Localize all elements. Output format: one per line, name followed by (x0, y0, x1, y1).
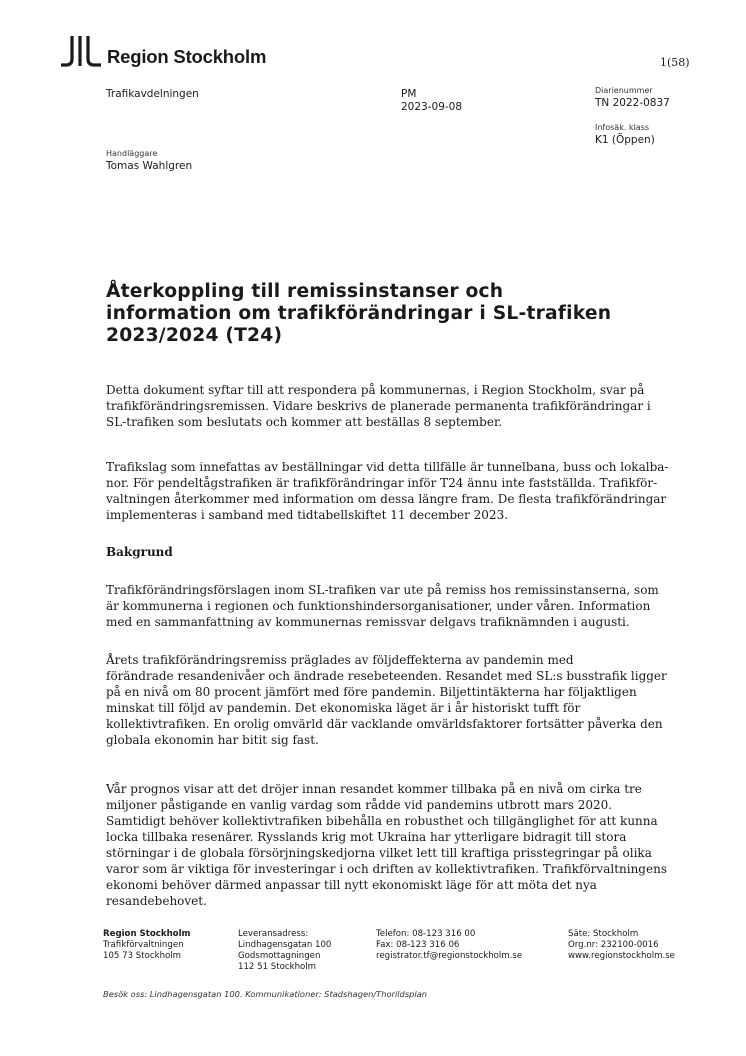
security-class: K1 (Öppen) (595, 134, 655, 146)
footer-delivery-label: Leveransadress: (238, 929, 309, 939)
brand-name: Region Stockholm (107, 46, 267, 67)
text-line: implementeras i samband med tidtabellskiftet 11 december 2023. (106, 508, 509, 522)
text-line: på en nivå om 80 procent jämfört med före pandemin. Biljettintäkterna har följaktligen (106, 685, 637, 699)
text-line: valtningen återkommer med information om dessa längre fram. De flesta trafikförändringar (106, 492, 667, 506)
paragraph-traffic-modes (106, 459, 669, 523)
diary-label: Diarienummer (595, 86, 653, 95)
section-heading-bakgrund: Bakgrund (106, 545, 173, 559)
footer-contact (376, 929, 522, 962)
footer-website-link[interactable]: www.regionstockholm.se (568, 951, 675, 961)
department: Trafikavdelningen (106, 88, 199, 100)
footer-email-link[interactable]: registrator.tf@regionstockholm.se (376, 951, 523, 961)
footer-delivery-postal: 112 51 Stockholm (238, 962, 317, 972)
paragraph-pandemic (106, 652, 667, 748)
text-line: Trafikslag som innefattas av beställningar vid detta tillfälle är tunnelbana, buss och lokalba- (106, 460, 669, 474)
footer-seat: Säte: Stockholm (568, 929, 639, 939)
region-stockholm-logo-icon (60, 35, 102, 69)
text-line: ekonomi behöver därmed anpassar till nytt ekonomiskt läge för att möta det nya (106, 878, 597, 892)
handler-name: Tomas Wahlgren (106, 160, 193, 172)
doc-date: 2023-09-08 (401, 101, 463, 113)
text-line: med en sammanfattning av kommunernas remissvar delgavs trafiknämnden i augusti. (106, 615, 630, 629)
footer-phone: Telefon: 08-123 316 00 (376, 929, 476, 939)
footer-delivery (238, 929, 331, 973)
text-line: resandebehovet. (106, 894, 207, 908)
text-line: Samtidigt behöver kollektivtrafiken bibehålla en robusthet och tillgänglighet för att kunna (106, 814, 658, 828)
text-line: förändrade resandenivåer och ändrade resebeteenden. Resandet med SL:s busstrafik ligger (106, 669, 667, 683)
footer-delivery-receiving: Godsmottagningen (238, 951, 321, 961)
handler-label: Handläggare (106, 149, 158, 158)
footer-org-nr: Org.nr: 232100-0016 (568, 940, 659, 950)
text-line: varor som är viktiga för investeringar i och driften av kollektivtrafiken. Trafikförvaltningens (106, 862, 667, 876)
footer-org (103, 929, 191, 962)
doc-type: PM (401, 88, 417, 100)
title-line: Återkoppling till remissinstanser och (106, 281, 504, 302)
text-line: globala ekonomin har bitit sig fast. (106, 733, 319, 747)
footer-org-postal: 105 73 Stockholm (103, 951, 182, 961)
security-label: Infosäk. klass (595, 123, 650, 132)
footer-legal (568, 929, 675, 962)
text-line: kollektivtrafiken. En orolig omvärld där vacklande omvärldsfaktorer fortsätter påverka den (106, 717, 663, 731)
document-title (106, 281, 626, 347)
footer-org-name: Region Stockholm (103, 929, 191, 939)
paragraph-intro (106, 382, 651, 430)
text-line: Detta dokument syftar till att respondera på kommunernas, i Region Stockholm, svar på (106, 383, 645, 397)
text-line: trafikförändringsremissen. Vidare beskrivs de planerade permanenta trafikförändringar i (106, 399, 651, 413)
text-line: miljoner påstigande en vanlig vardag som rådde vid pandemins utbrott mars 2020. (106, 798, 613, 812)
title-line: information om trafikförändringar i SL-trafiken (106, 303, 612, 324)
footer-org-unit: Trafikförvaltningen (103, 940, 184, 950)
text-line: minskat till följd av pandemin. Det ekonomiska läget är i år historiskt tufft för (106, 701, 581, 715)
footer-visit-info: Besök oss: Lindhagensgatan 100. Kommunikationer: Stadshagen/Thorildsplan (103, 989, 428, 999)
text-line: Årets trafikförändringsremiss präglades av följdeffekterna av pandemin med (106, 653, 574, 667)
text-line: SL-trafiken som beslutats och kommer att beställas 8 september. (106, 415, 503, 429)
text-line: nor. För pendeltågstrafiken är trafikförändringar inför T24 ännu inte fastställda. Trafikför- (106, 476, 658, 490)
paragraph-forecast (106, 781, 667, 909)
region-stockholm-logo (60, 33, 266, 69)
text-line: locka tillbaka resenärer. Rysslands krig mot Ukraina har ytterligare bidragit till stora (106, 830, 627, 844)
text-line: Trafikförändringsförslagen inom SL-trafiken var ute på remiss hos remissinstanserna, som (106, 583, 659, 597)
footer-fax: Fax: 08-123 316 06 (376, 940, 460, 950)
paragraph-background (106, 582, 659, 630)
text-line: Vår prognos visar att det dröjer innan resandet kommer tillbaka på en nivå om cirka tre (106, 782, 642, 796)
text-line: är kommunerna i regionen och funktionshindersorganisationer, under våren. Information (106, 599, 651, 613)
diary-number: TN 2022-0837 (595, 97, 670, 109)
page-number: 1(58) (660, 56, 690, 69)
text-line: störningar i de globala försörjningskedjorna vilket lett till kraftiga prisstegringar på olika (106, 846, 652, 860)
footer-delivery-street: Lindhagensgatan 100 (238, 940, 332, 950)
title-line: 2023/2024 (T24) (106, 325, 283, 346)
